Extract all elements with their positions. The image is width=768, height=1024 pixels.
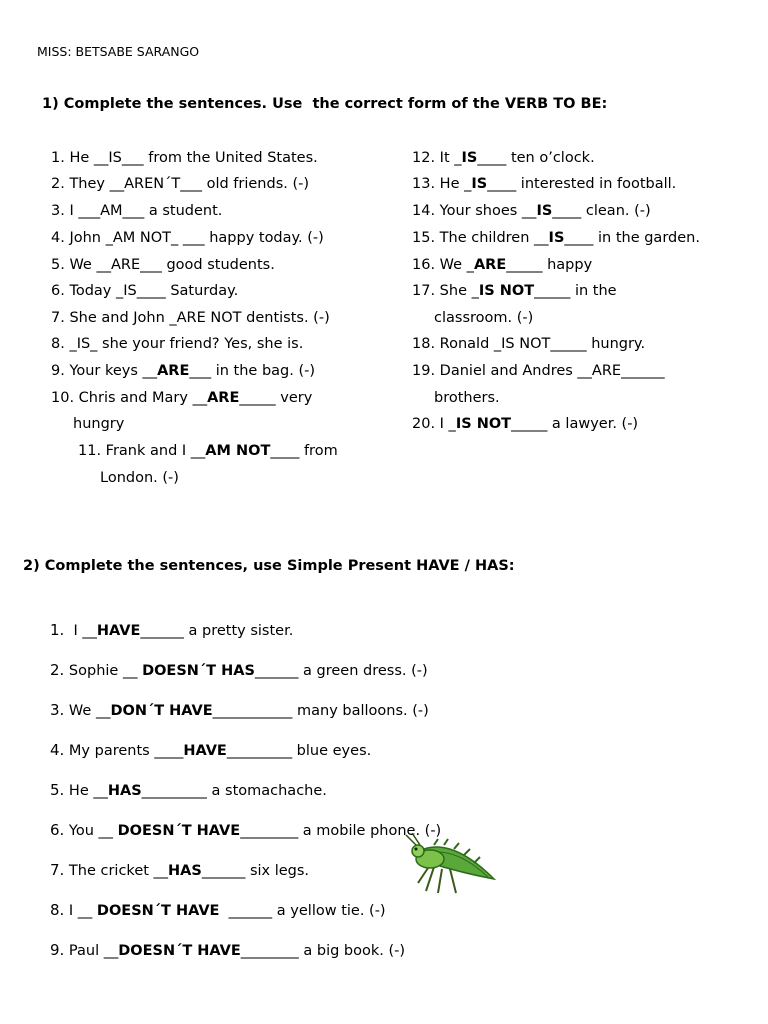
sentence-line [51,229,324,247]
sentence-line [78,442,338,460]
sentence-text: I __ [64,903,97,919]
sentence-text: The cricket __ [64,863,169,879]
sentence-line [412,335,645,353]
sentence-text: _____ in the [534,283,617,299]
sentence-text: ______ a green dress. (-) [254,663,428,679]
sentence-text: ______ a yellow tie. (-) [219,903,386,919]
have-has-line [50,901,386,920]
answer-text: ARE [207,390,240,406]
sentence-line [51,149,318,167]
cricket-icon [404,833,496,899]
sentence-text: 5. We __ARE___ good students. [51,257,275,273]
have-has-line [50,741,371,760]
sentence-text: 8. _IS_ she your friend? Yes, she is. [51,336,304,352]
item-number: 6. [50,821,65,839]
sentence-line [100,469,179,487]
answer-text: DOESN´T HAVE [118,943,241,959]
sentence-text: My parents ____ [64,743,184,759]
sentence-text: Paul __ [64,943,119,959]
answer-text: DON´T HAVE [110,703,213,719]
sentence-line [412,362,665,380]
sentence-text: 11. Frank and I __ [78,443,206,459]
sentence-text: ________ a mobile phone. (-) [240,823,442,839]
answer-text: IS [536,203,553,219]
sentence-text: Sophie __ [64,663,143,679]
sentence-text: 1. He __IS___ from the United States. [51,150,318,166]
sentence-text: ____ interested in football. [487,176,677,192]
sentence-text: You __ [64,823,118,839]
sentence-text: 6. Today _IS____ Saturday. [51,283,239,299]
sentence-text: 9. Your keys __ [51,363,158,379]
item-number: 1. [50,621,65,639]
answer-text: IS [461,150,478,166]
item-number: 2. [50,661,65,679]
answer-text: AM NOT [205,443,271,459]
sentence-text: ____ ten o’clock. [477,150,595,166]
sentence-text: 17. She _ [412,283,479,299]
sentence-text: 15. The children __ [412,230,549,246]
sentence-line [412,149,595,167]
sentence-line [412,229,700,247]
item-number: 9. [50,941,65,959]
sentence-text: 4. John _AM NOT_ ___ happy today. (-) [51,230,324,246]
sentence-text: ____ clean. (-) [552,203,651,219]
teacher-name: MISS: BETSABE SARANGO [37,44,200,59]
answer-text: HAVE [96,623,141,639]
section1-title: 1) Complete the sentences. Use the correct form of the VERB TO BE: [42,96,608,112]
sentence-line [51,256,275,274]
have-has-line [50,781,327,800]
sentence-text: _____ very [239,390,313,406]
sentence-text: 10. Chris and Mary __ [51,390,208,406]
sentence-text: classroom. (-) [434,310,534,326]
sentence-text: _____ a lawyer. (-) [511,416,639,432]
answer-text: IS NOT [478,283,535,299]
sentence-text: 2. They __AREN´T___ old friends. (-) [51,176,310,192]
sentence-line [51,202,222,220]
answer-text: HAS [168,863,202,879]
sentence-text: London. (-) [100,470,179,486]
have-has-line [50,821,441,840]
sentence-text: 13. He _ [412,176,472,192]
sentence-text: 12. It _ [412,150,462,166]
sentence-line [51,362,315,380]
answer-text: HAVE [183,743,227,759]
sentence-text: I __ [64,623,97,639]
sentence-text: 3. I ___AM___ a student. [51,203,223,219]
item-number: 8. [50,901,65,919]
sentence-line [434,309,533,327]
sentence-text: 18. Ronald _IS NOT_____ hungry. [412,336,646,352]
answer-text: ARE [473,257,507,273]
sentence-line [51,335,303,353]
sentence-text: 16. We _ [412,257,474,273]
item-number: 4. [50,741,65,759]
answer-text: ARE [157,363,190,379]
sentence-text: We __ [64,703,111,719]
sentence-text: ______ a pretty sister. [140,623,294,639]
sentence-line [412,202,651,220]
sentence-line [73,415,124,433]
sentence-text: 19. Daniel and Andres __ARE______ [412,363,665,379]
answer-text: DOESN´T HAVE [117,823,241,839]
have-has-line [50,701,429,720]
sentence-text: 20. I _ [412,416,456,432]
sentence-line [412,415,638,433]
sentence-text: ___ in the bag. (-) [189,363,316,379]
have-has-line [50,941,405,960]
sentence-line [51,282,238,300]
item-number: 7. [50,861,65,879]
sentence-line [434,389,500,407]
have-has-line [50,861,309,880]
sentence-text: ___________ many balloons. (-) [212,703,429,719]
item-number: 3. [50,701,65,719]
section2-title: 2) Complete the sentences, use Simple Present HAVE / HAS: [23,558,515,574]
answer-text: IS [471,176,488,192]
sentence-text: 7. She and John _ARE NOT dentists. (-) [51,310,330,326]
sentence-text: ______ six legs. [201,863,310,879]
sentence-line [412,282,617,300]
sentence-text: He __ [64,783,108,799]
sentence-line [412,256,592,274]
answer-text: HAS [107,783,142,799]
sentence-line [412,175,676,193]
sentence-text: 14. Your shoes __ [412,203,537,219]
sentence-line [51,389,312,407]
item-number: 5. [50,781,65,799]
sentence-text: _________ a stomachache. [141,783,327,799]
sentence-text: ____ in the garden. [564,230,700,246]
sentence-line [51,175,309,193]
have-has-line [50,621,293,640]
sentence-text: ________ a big book. (-) [240,943,406,959]
sentence-text: ____ from [270,443,338,459]
answer-text: IS NOT [455,416,512,432]
sentence-text: hungry [73,416,125,432]
sentence-text: brothers. [434,390,500,406]
sentence-text: _____ happy [506,257,593,273]
have-has-line [50,661,428,680]
answer-text: IS [548,230,565,246]
answer-text: DOESN´T HAVE [96,903,220,919]
sentence-line [51,309,330,327]
answer-text: DOESN´T HAS [142,663,255,679]
sentence-text: _________ blue eyes. [226,743,372,759]
